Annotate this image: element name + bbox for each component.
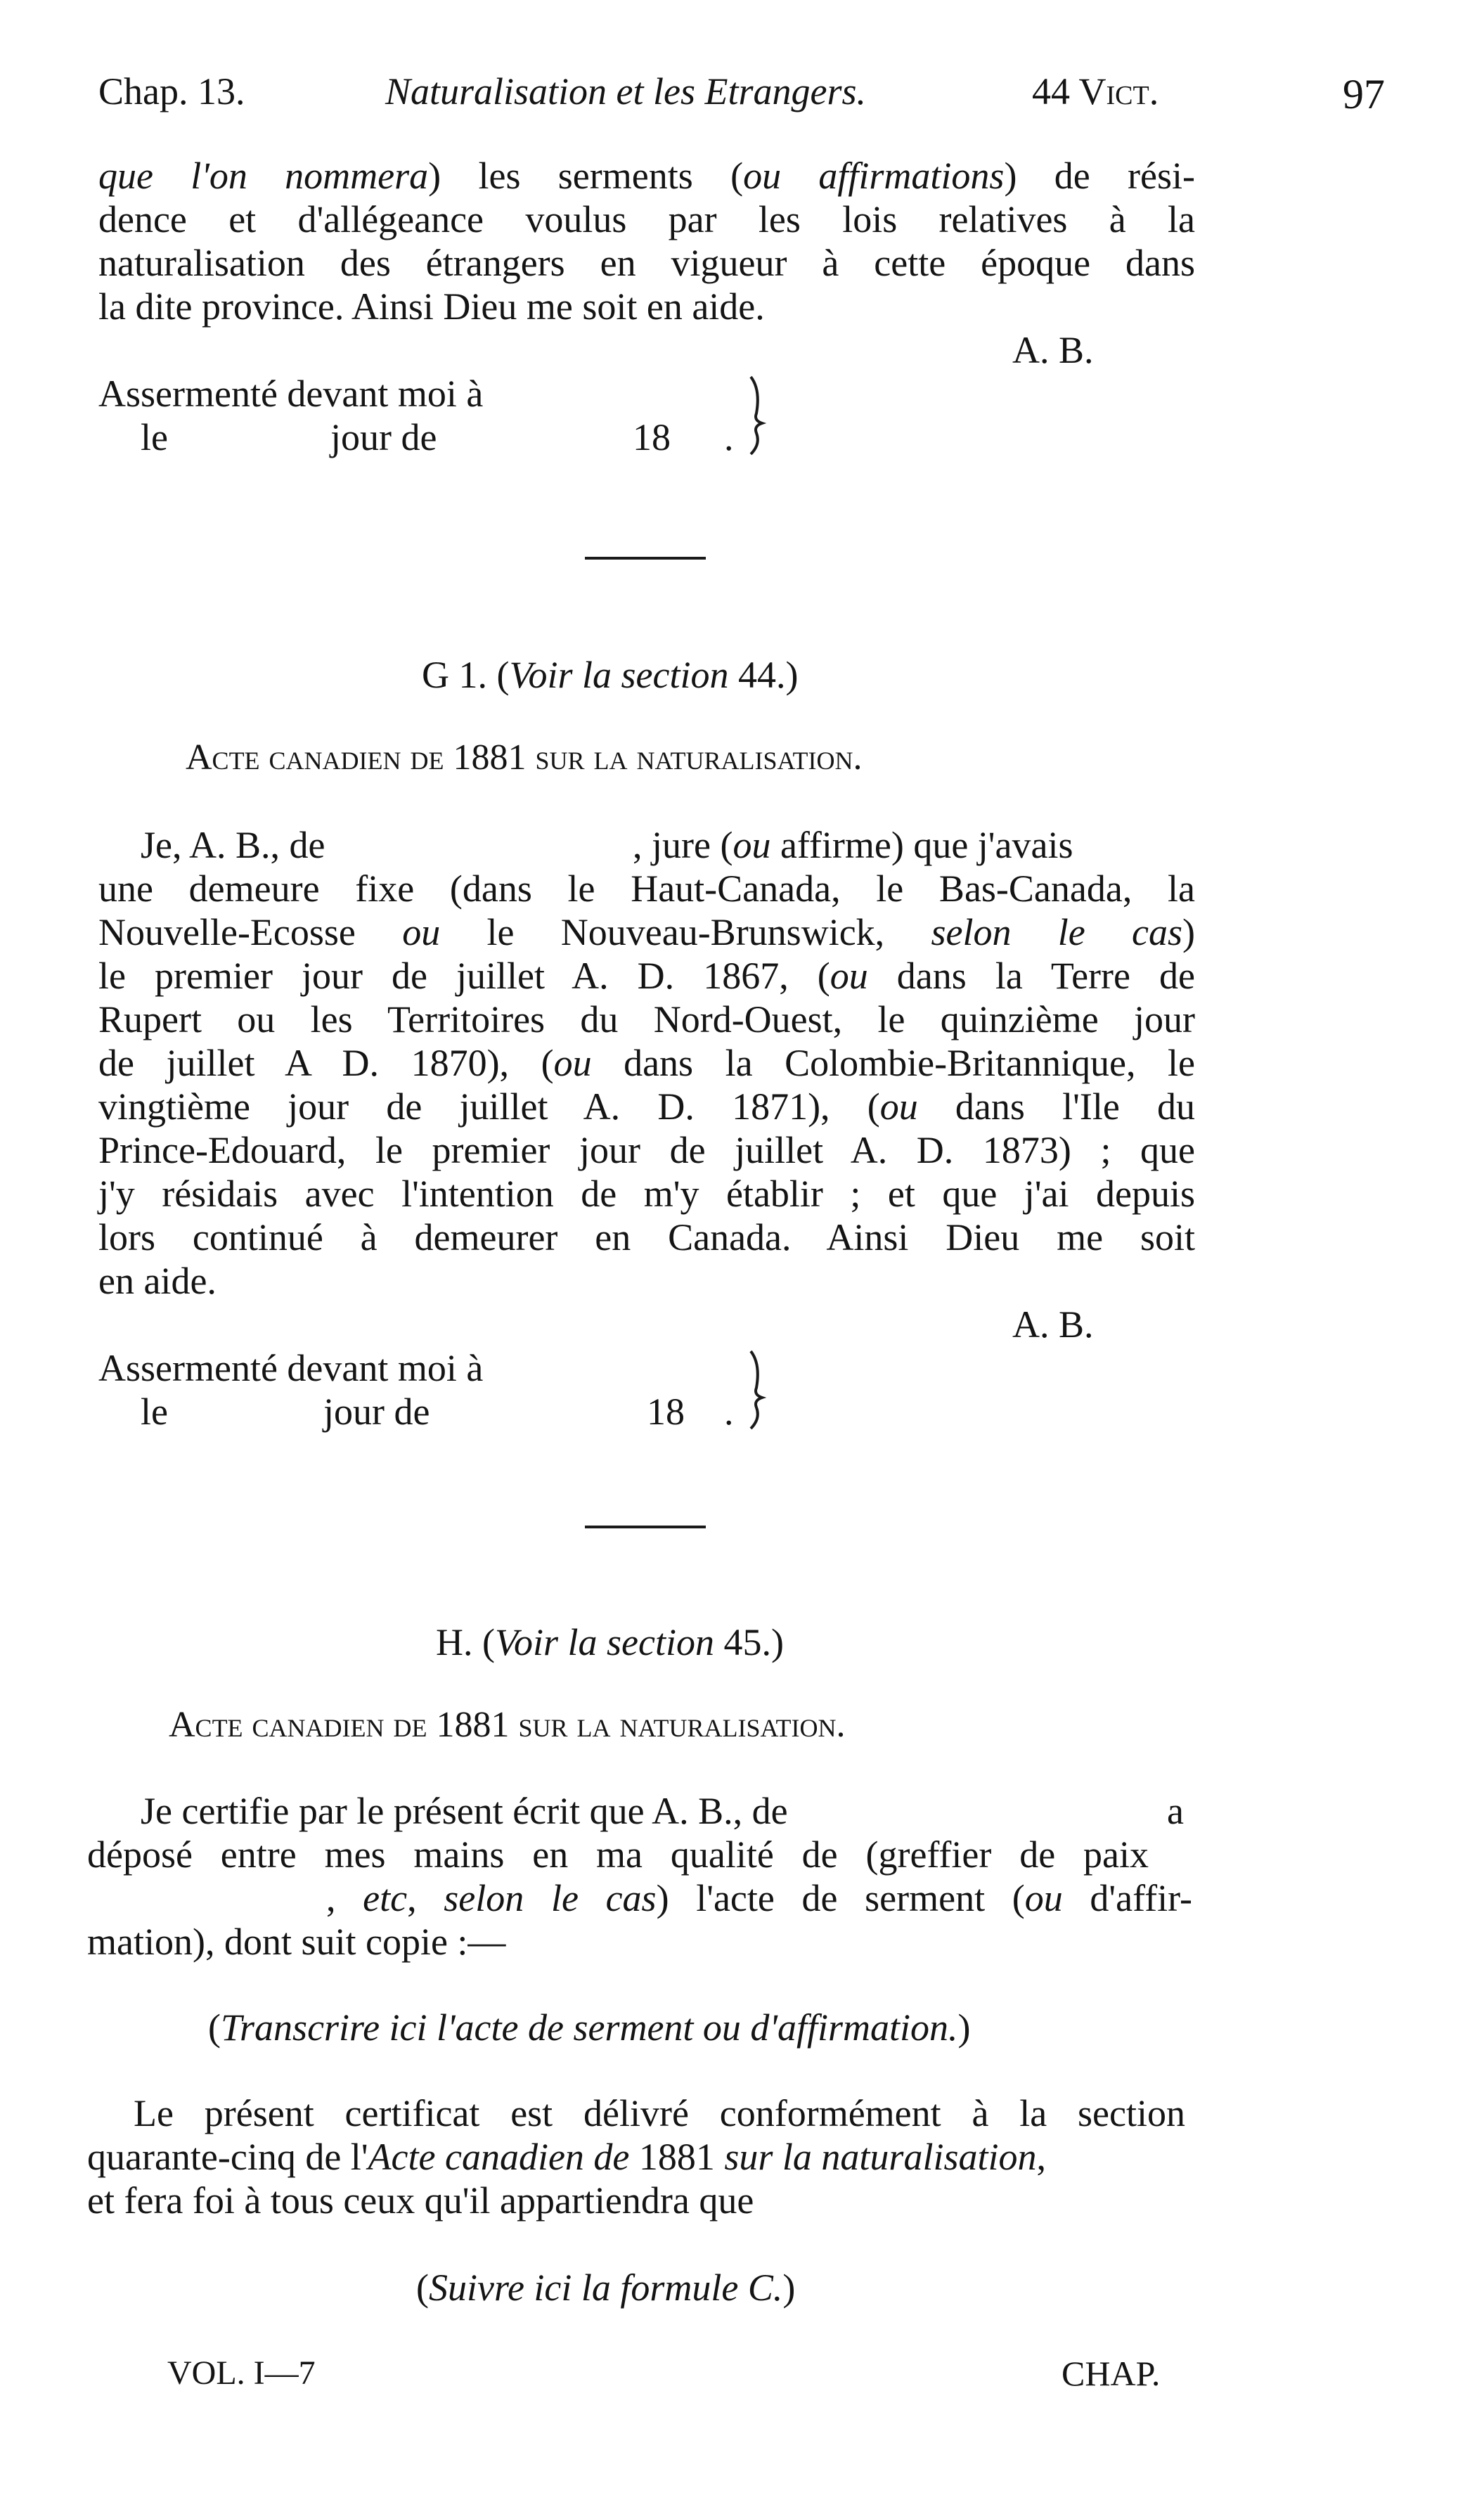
form-g1-line-4 — [98, 955, 1195, 997]
form-h-p2l2d: sur la naturalisation — [724, 2136, 1037, 2178]
form-g1-l1c: ou — [733, 824, 771, 866]
form-g1-line-10: lors continué à demeurer en Canada. Ainsi Dieu me soit — [98, 1216, 1195, 1258]
form-g1-l6b: ou — [553, 1042, 592, 1084]
form-h-l3b: etc — [363, 1877, 408, 1919]
form-h-l3a: , — [326, 1877, 363, 1919]
form-g1-brace — [747, 1348, 768, 1431]
form-h-p2l2a: quarante-cinq de l' — [87, 2136, 368, 2178]
form-h-line-3 — [326, 1877, 1192, 1919]
form-g1-line-7 — [98, 1085, 1195, 1128]
form-g1-heading-ital: Voir la section — [509, 654, 729, 696]
form-h-l3g: d'affir- — [1062, 1877, 1193, 1919]
form-g1-l6c: dans la Colombie-Britannique, le — [591, 1042, 1195, 1084]
form-g1-l3c: le Nouveau-Brunswick, — [440, 911, 931, 953]
form-g1-line-1 — [633, 824, 1195, 866]
form-h-p2-line-3: et fera foi à tous ceux qu'il appartiendra que — [87, 2179, 754, 2222]
signature-mark: VOL. I—7 — [167, 2354, 316, 2392]
form-f-l1-d: ) de rési- — [1004, 155, 1195, 197]
section-divider-1 — [585, 557, 706, 560]
form-h-heading — [436, 1621, 784, 1663]
form-g1-sworn-line-1: Assermenté devant moi à — [98, 1347, 484, 1389]
form-h-follow — [416, 2267, 795, 2309]
form-h-p2l2e: , — [1036, 2136, 1046, 2178]
form-g1-l7c: dans l'Ile du — [917, 1085, 1195, 1128]
form-h-l3f: ou — [1024, 1877, 1063, 1919]
form-f-line-1 — [98, 155, 1195, 197]
form-h-transcribe — [208, 2006, 971, 2049]
form-g1-l4c: dans la Terre de — [867, 955, 1196, 997]
form-h-p2l2c: 1881 — [629, 2136, 725, 2178]
form-g1-line-5: Rupert ou les Territoires du Nord-Ouest, le quinzième jour — [98, 998, 1195, 1040]
form-g1-l1d: affirme) que j'avais — [770, 824, 1073, 866]
form-h-l3e: ) l'acte de serment ( — [656, 1877, 1025, 1919]
form-g1-l7b: ou — [879, 1085, 918, 1128]
form-g1-heading-suffix: 44.) — [728, 654, 799, 696]
form-h-follow-close: ) — [782, 2267, 796, 2309]
form-h-heading-suffix: 45.) — [714, 1621, 784, 1663]
form-h-p2-line-1: Le présent certificat est délivré conformément à la section — [134, 2092, 1185, 2134]
form-f-sworn-line-1: Assermenté devant moi à — [98, 373, 484, 415]
form-g1-line-8: Prince-Edouard, le premier jour de juillet A. D. 1873) ; que — [98, 1129, 1195, 1171]
form-g1-signature: A. B. — [1012, 1303, 1094, 1346]
form-g1-l3e: ) — [1182, 911, 1195, 953]
form-g1-line-2: une demeure fixe (dans le Haut-Canada, le Bas-Canada, la — [98, 868, 1195, 910]
form-h-l1a: Je certifie par le présent écrit que A. B., de — [141, 1790, 788, 1832]
form-g1-heading — [422, 654, 798, 696]
form-h-follow-open: ( — [416, 2267, 429, 2309]
form-g1-sworn-year: 18 — [647, 1391, 685, 1433]
form-h-transcribe-close: ) — [957, 2006, 971, 2049]
form-g1-l3d: selon le cas — [931, 911, 1183, 953]
form-g1-l3a: Nouvelle-Ecosse — [98, 911, 403, 953]
form-f-line-3: naturalisation des étrangers en vigueur à cette époque dans — [98, 242, 1195, 284]
form-g1-line-11: en aide. — [98, 1260, 217, 1302]
form-g1-act-title: Acte canadien de 1881 sur la naturalisation. — [186, 737, 863, 778]
section-divider-2 — [585, 1526, 706, 1528]
form-g1-l4a: le premier jour de juillet A. D. 1867, ( — [98, 955, 830, 997]
header-title: Naturalisation et les Etrangers. — [385, 70, 867, 112]
form-g1-l1a: Je, A. B., de — [141, 824, 325, 866]
form-f-sworn-dot: . — [724, 416, 734, 458]
form-g1-sworn-le: le — [141, 1391, 168, 1433]
form-h-line-2: déposé entre mes mains en ma qualité de (greffier de paix — [87, 1833, 1149, 1876]
page-number: 97 — [1343, 71, 1385, 117]
form-g1-l3b: ou — [402, 911, 441, 953]
form-f-line-2: dence et d'allégeance voulus par les lois relatives à la — [98, 198, 1195, 240]
header-chapter: Chap. 13. — [98, 70, 245, 112]
form-f-sworn-le: le — [141, 416, 168, 458]
form-h-p2-line-2 — [87, 2136, 1046, 2178]
form-h-transcribe-open: ( — [208, 2006, 221, 2049]
form-f-sworn-jour: jour de — [330, 416, 437, 458]
form-h-transcribe-text: Transcrire ici l'acte de serment ou d'affirmation. — [220, 2006, 958, 2049]
form-g1-heading-prefix: G 1. ( — [422, 654, 510, 696]
form-h-line-4: mation), dont suit copie :— — [87, 1921, 506, 1963]
form-g1-l6a: de juillet A D. 1870), ( — [98, 1042, 554, 1084]
form-g1-line-6 — [98, 1042, 1195, 1084]
form-f-signature: A. B. — [1012, 329, 1094, 371]
form-g1-l4b: ou — [830, 955, 868, 997]
form-g1-l1b: , jure ( — [633, 824, 733, 866]
catchword: CHAP. — [1062, 2354, 1161, 2393]
form-h-l1b: a — [1167, 1790, 1184, 1832]
form-f-sworn-year: 18 — [633, 416, 671, 458]
form-h-l3d: selon le cas — [444, 1877, 657, 1919]
form-h-follow-text: Suivre ici la formule C. — [428, 2267, 783, 2309]
form-f-l1-ital2: ou affirmations — [743, 155, 1005, 197]
form-g1-l7a: vingtième jour de juillet A. D. 1871), ( — [98, 1085, 880, 1128]
form-g1-line-3 — [98, 911, 1195, 953]
form-f-brace — [747, 374, 768, 457]
form-f-line-4: la dite province. Ainsi Dieu me soit en aide. — [98, 285, 765, 328]
header-year — [1032, 70, 1159, 112]
form-g1-sworn-jour: jour de — [323, 1391, 430, 1433]
form-h-l3c: , — [407, 1877, 444, 1919]
form-h-act-title: Acte canadien de 1881 sur la naturalisation. — [169, 1705, 846, 1745]
form-h-p2l2b: Acte canadien de — [368, 2136, 630, 2178]
form-f-l1-ital: que l'on nommera — [98, 155, 429, 197]
form-g1-sworn-dot: . — [724, 1391, 734, 1433]
form-g1-line-9: j'y résidais avec l'intention de m'y établir ; et que j'ai depuis — [98, 1173, 1195, 1215]
form-h-heading-prefix: H. ( — [436, 1621, 495, 1663]
form-f-l1-b: ) les serments ( — [428, 155, 744, 197]
header-year-text: 44 Vict. — [1032, 70, 1159, 112]
form-h-heading-ital: Voir la section — [494, 1621, 714, 1663]
